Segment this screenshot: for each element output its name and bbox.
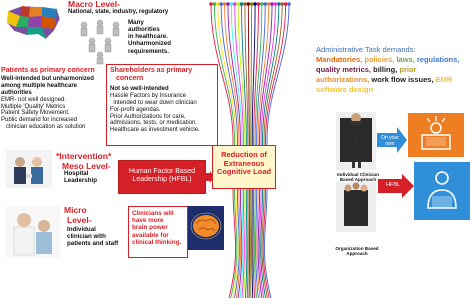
funnel-strand-dot — [280, 2, 284, 6]
patients-line: Well-intended but unharmonized — [1, 76, 94, 82]
funnel-strand-dot — [236, 2, 240, 6]
hfbl-box — [118, 160, 206, 194]
clinicians-line: brain power — [132, 224, 168, 232]
macro-level-title: Macro Level- — [68, 0, 120, 9]
reduction-box — [212, 145, 276, 189]
usa-map-image — [2, 1, 64, 43]
micro-level-line: Micro — [64, 205, 87, 215]
shareholders-line: intended to wear down clinician — [110, 99, 197, 106]
shareholders-lines — [110, 86, 200, 134]
authorities-line: Many — [128, 19, 144, 26]
hfbl-box-label — [119, 168, 205, 184]
meso-level-label: Meso Level- — [62, 160, 111, 171]
shareholders-line: Not so well-intended — [110, 86, 169, 92]
funnel-strand-dot — [284, 2, 288, 6]
hfbl-label-line: Human Factor Based — [128, 168, 196, 175]
admin-task-item: regulations, — [416, 54, 460, 64]
clinicians-brainpower-box — [128, 206, 188, 258]
shareholders-line: Healthcare as investment vehicle. — [110, 127, 200, 134]
admin-task-item: Mandatories, — [316, 54, 365, 64]
patients-concern-box — [0, 66, 116, 144]
admin-task-items — [316, 55, 470, 95]
micro-level-title — [64, 206, 92, 226]
shareholders-line: For-profit agendas. — [110, 106, 161, 113]
leadership-photo — [6, 150, 52, 188]
patients-line: Multiple 'Quality' Metrics — [1, 103, 66, 110]
funnel-strand-dot — [240, 2, 244, 6]
clinicians-line: available for — [132, 231, 169, 239]
individual-caption-line: Based Approach — [339, 177, 377, 183]
funnel-strand-dot — [247, 2, 251, 6]
funnel-strand-dot — [263, 2, 267, 6]
meso-intervention-label: *Intervention* — [56, 151, 112, 161]
funnel-strand-dot — [257, 2, 261, 6]
patients-line: Patient Safety Movement. — [1, 110, 70, 117]
meso-level-title — [56, 152, 111, 172]
funnel-strand-dot — [274, 2, 278, 6]
organization-caption-line: Organization Based — [335, 246, 379, 251]
clinicians-line: have more — [132, 217, 164, 225]
admin-task-item: work flow issues, — [371, 74, 436, 84]
funnel-strand-dot — [243, 2, 247, 6]
patients-concern-title: Patients as primary concern — [1, 67, 95, 74]
funnel-strand-dot — [209, 2, 213, 6]
funnel-strand-dot — [270, 2, 274, 6]
funnel-strand-dot — [233, 2, 237, 6]
admin-task-item: EMR software design — [316, 74, 453, 94]
patients-line: authorities — [1, 89, 32, 96]
individual-caption-line: Individual Clinician — [337, 172, 379, 177]
funnel-strand-dot — [287, 2, 291, 6]
organization-caption-line: Approach — [346, 251, 368, 257]
micro-level-line: Level- — [67, 214, 92, 225]
on-your-own-line: On your — [381, 135, 399, 141]
reduction-label-line: Extraneous — [223, 158, 265, 168]
admin-task-title: Administrative Task demands: — [316, 45, 416, 54]
funnel-strand-dot — [253, 2, 257, 6]
admin-task-item: billing, — [373, 64, 400, 74]
funnel-strand-dot — [213, 2, 217, 6]
funnel-strand-dot — [260, 2, 264, 6]
individual-approach-photo — [336, 112, 376, 170]
shareholders-title — [110, 67, 192, 83]
funnel-strand-dot — [226, 2, 230, 6]
meso-subtitle — [64, 170, 97, 184]
macro-level-subtitle: National, state, industry, regulatory — [68, 9, 169, 15]
admin-task-item: quality metrics, — [316, 64, 374, 74]
admin-task-item: authorizations, — [316, 74, 372, 84]
clinicians-line: clinical thinking. — [132, 238, 182, 246]
patients-line: clinician education as solution — [1, 124, 86, 131]
clinicians-lines — [132, 210, 181, 246]
hfbl-tag: HFBL — [386, 182, 401, 188]
micro-subtitle-line: patients and staff — [67, 240, 119, 248]
svg-text:·: · — [355, 138, 357, 143]
funnel-strand-dot — [223, 2, 227, 6]
shareholders-line: Hassle Factors by Insurance — [110, 92, 187, 99]
funnel-strand-dot — [216, 2, 220, 6]
hfbl-label-line: Leadership (HFBL) — [132, 176, 192, 184]
organization-approach-caption — [334, 246, 380, 257]
organization-approach-photo — [336, 176, 376, 234]
meso-subtitle-line: Leadership — [64, 177, 98, 185]
brain-image — [188, 206, 224, 250]
authorities-line: requirements. — [128, 47, 169, 55]
patients-line: EMR- not well designed. — [1, 96, 67, 103]
patients-concern-lines — [1, 76, 94, 131]
reduction-label — [213, 151, 275, 177]
funnel-strand-dot — [230, 2, 234, 6]
stressed-clinician-box — [408, 113, 464, 157]
funnel-strand-dot — [267, 2, 271, 6]
funnel-strand-dot — [250, 2, 254, 6]
patients-line: Public demand for increased — [1, 117, 78, 124]
shareholders-concern-box — [106, 64, 218, 146]
funnel-strand-dot — [277, 2, 281, 6]
reduction-label-line: Cognitive Load — [216, 167, 272, 177]
micro-subtitle-line: clinician with — [67, 233, 106, 241]
patients-line: among multiple healthcare — [1, 82, 78, 89]
on-your-own-line: own — [385, 140, 395, 147]
authorities-icon — [74, 17, 126, 65]
micro-subtitle — [67, 226, 118, 247]
clinician-patient-photo — [6, 206, 60, 258]
authorities-line: in healthcare. — [128, 33, 168, 41]
micro-subtitle-line: Individual — [67, 226, 96, 233]
funnel-strand-dot — [219, 2, 223, 6]
calm-clinician-box — [414, 162, 470, 220]
authorities-line: Unharmonized — [128, 40, 171, 48]
authorities-line: authorities — [128, 26, 160, 34]
admin-task-item: prior — [399, 64, 417, 74]
on-your-own-label — [380, 136, 400, 148]
meso-subtitle-line: Hospital — [64, 170, 89, 177]
admin-task-block — [316, 45, 470, 95]
admin-task-item: policies, — [364, 54, 397, 64]
shareholders-title-line: concern — [116, 75, 144, 83]
reduction-label-line: Reduction of — [221, 150, 267, 159]
shareholders-line: Prior Authorizations for care, — [110, 113, 186, 120]
shareholders-line: admissions, tests, or medication. — [110, 120, 198, 127]
admin-task-item: laws, — [396, 54, 417, 64]
clinicians-line: Clinicians will — [132, 210, 174, 217]
shareholders-title-line: Shareholders as primary — [110, 67, 193, 74]
authorities-text — [128, 19, 171, 55]
